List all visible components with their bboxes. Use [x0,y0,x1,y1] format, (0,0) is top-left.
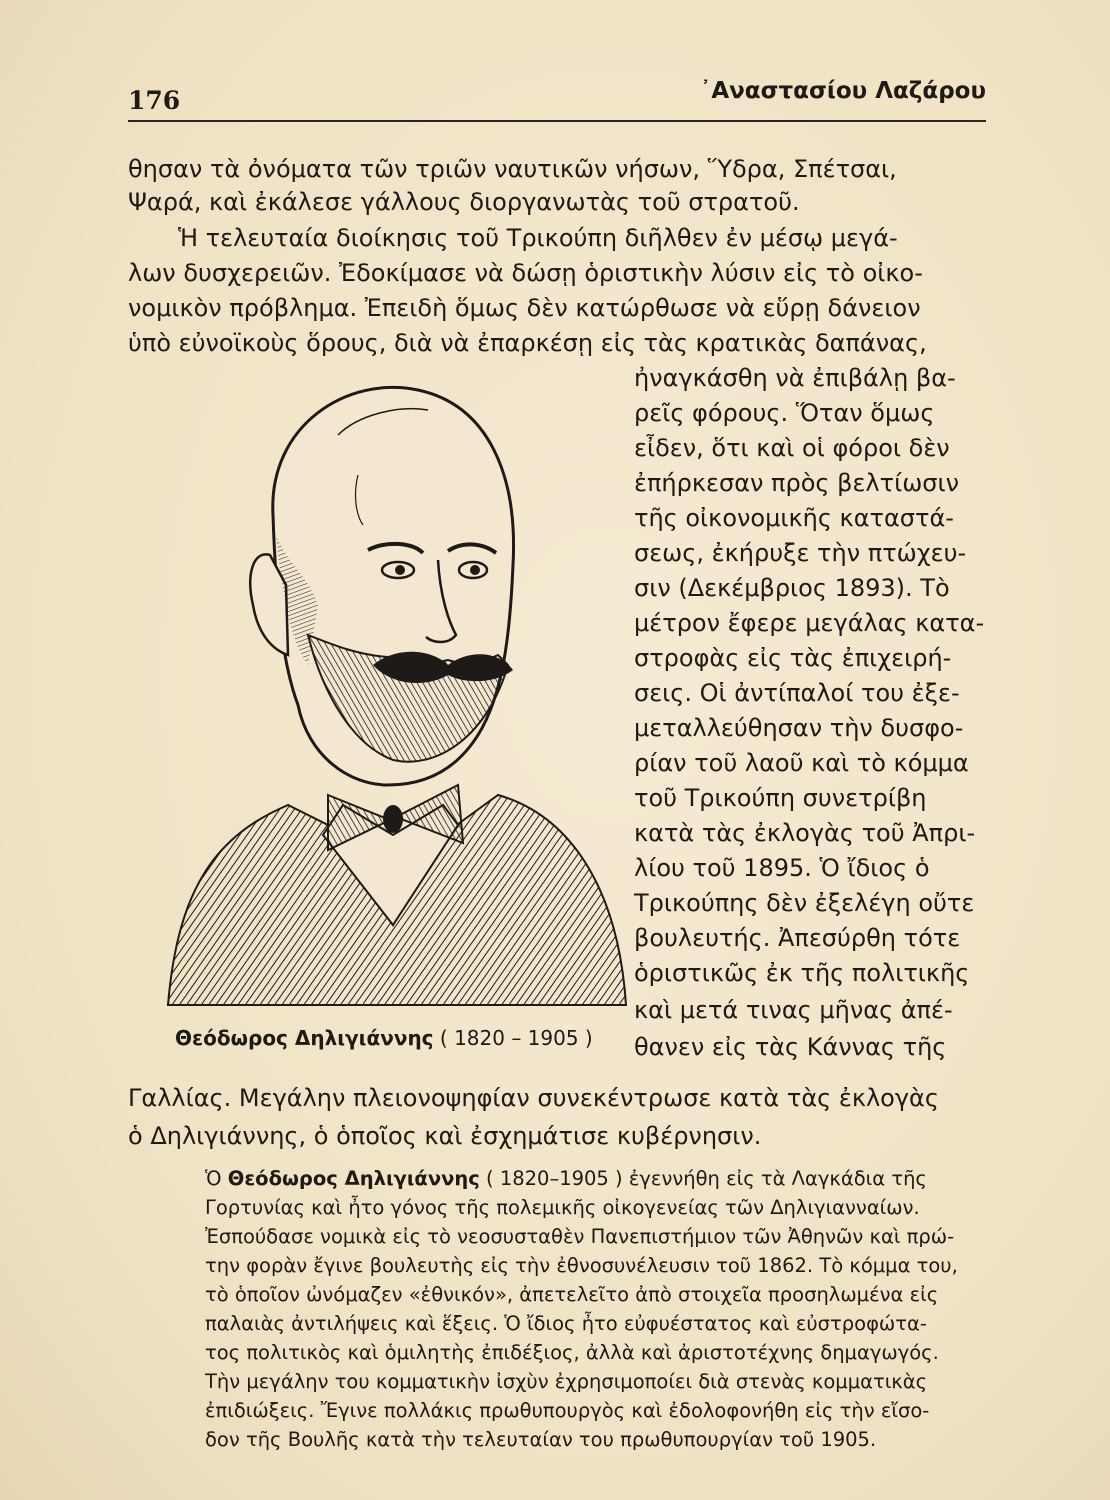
text-line: ἐπήρκεσαν πρὸς βελτίωσιν [634,469,960,497]
text-line: θανεν εἰς τὰς Κάννας τῆς [634,1033,947,1061]
text-line: ἠναγκάσθη νὰ ἐπιβάλῃ βα- [634,364,956,392]
text-line: μέτρον ἔφερε μεγάλας κατα- [634,609,985,637]
caption-dates: ( 1820 – 1905 ) [439,1026,593,1050]
note-line: τος πολιτικὸς καὶ ὁμιλητὴς ἐπιδέξιος, ἀλλὰ καὶ ἀριστοτέχνης δημαγωγός. [205,1341,939,1364]
text-line: Τρικούπης δὲν ἐξελέγη οὔτε [634,889,975,917]
text-line: ὁ Δηλιγιάννης, ὁ ὁποῖος καὶ ἐσχημάτισε κυβέρνησιν. [128,1122,762,1150]
text-line: Γαλλίας. Μεγάλην πλειονοψηφίαν συνεκέντρωσε κατὰ τὰς ἐκλογὰς [128,1084,939,1112]
text-line: κατὰ τὰς ἐκλογὰς τοῦ Ἀπρι- [634,819,976,847]
text-line: σεις. Οἱ ἀντίπαλοί του ἐξε- [634,679,960,707]
text-line: στροφὰς εἰς τὰς ἐπιχειρή- [634,644,952,672]
running-head: ᾿Αναστασίου Λαζάρου [699,78,986,104]
note-line [205,1166,927,1192]
note-line: Ἐσπούδασε νομικὰ εἰς τὸ νεοσυσταθὲν Πανεπιστήμιον τῶν Ἀθηνῶν καὶ πρώ- [205,1225,955,1248]
text-line: ὑπὸ εὐνοϊκοὺς ὅρους, διὰ νὰ ἐπαρκέσῃ εἰς τὰς κρατικὰς δαπάνας, [128,329,927,357]
text-line: ρίαν τοῦ λαοῦ καὶ τὸ κόμμα [634,749,969,777]
note-name: Θεόδωρος Δηλιγιάννης [227,1167,480,1190]
text-line: Ἡ τελευταία διοίκησις τοῦ Τρικούπη διῆλθεν ἐν μέσῳ μεγά- [178,224,898,252]
text-line: Ψαρά, καὶ ἐκάλεσε γάλλους διοργανωτὰς τοῦ στρατοῦ. [128,188,800,216]
note-first-rest: ( 1820–1905 ) ἐγεννήθη εἰς τὰ Λαγκάδια τῆς [479,1167,927,1190]
note-line: ἐπιδιώξεις. Ἔγινε πολλάκις πρωθυπουργὸς καὶ ἐδολοφονήθη εἰς τὴν εἴσο- [205,1399,930,1422]
page-number: 176 [128,86,181,115]
portrait-engraving [158,365,628,1025]
text-line: τῆς οἰκονομικῆς καταστά- [634,504,954,532]
page-header [128,72,986,122]
note-line: παλαιὰς ἀντιλήψεις καὶ ἕξεις. Ὁ ἴδιος ἦτο εὐφυέστατος καὶ εὐστροφώτα- [205,1312,927,1335]
text-line: σιν (Δεκέμβριος 1893). Τὸ [634,574,950,602]
text-line: εἶδεν, ὅτι καὶ οἱ φόροι δὲν [634,434,950,462]
text-line: λίου τοῦ 1895. Ὁ ἴδιος ὁ [634,854,930,882]
text-line: μεταλλεύθησαν τὴν δυσφο- [634,714,964,742]
portrait-caption [175,1026,593,1050]
note-lead: Ὁ [205,1167,228,1190]
note-line: Γορτυνίας καὶ ἦτο γόνος τῆς πολεμικῆς οἰκογενείας τῶν Δηλιγιανναίων. [205,1196,920,1219]
note-line: την φορὰν ἔγινε βουλευτὴς εἰς τὴν ἐθνοσυνέλευσιν τοῦ 1862. Τὸ κόμμα του, [205,1254,958,1277]
text-line: τοῦ Τρικούπη συνετρίβη [634,784,927,812]
text-line: θησαν τὰ ὀνόματα τῶν τριῶν ναυτικῶν νήσων, Ὕδρα, Σπέτσαι, [128,155,897,183]
caption-name: Θεόδωρος Δηλιγιάννης [175,1026,434,1050]
text-line: σεως, ἐκήρυξε τὴν πτώχευ- [634,539,967,567]
text-line: λων δυσχερειῶν. Ἐδοκίμασε νὰ δώσῃ ὁριστικὴν λύσιν εἰς τὸ οἰκο- [128,259,923,287]
text-line: βουλευτής. Ἀπεσύρθη τότε [634,924,961,952]
text-line: καὶ μετά τινας μῆνας ἀπέ- [634,996,953,1024]
note-line: Τὴν μεγάλην του κομματικὴν ἰσχὺν ἐχρησιμοποίει διὰ στενὰς κομματικὰς [205,1370,928,1393]
note-line: τὸ ὁποῖον ὠνόμαζεν «ἐθνικόν», ἀπετελεῖτο ἀπὸ στοιχεῖα προσηλωμένα εἰς [205,1283,939,1306]
text-line: ὁριστικῶς ἐκ τῆς πολιτικῆς [634,959,970,987]
text-line: ρεῖς φόρους. Ὅταν ὅμως [634,399,935,427]
note-line: δον τῆς Βουλῆς κατὰ τὴν τελευταίαν του πρωθυπουργίαν τοῦ 1905. [205,1428,877,1451]
text-line: νομικὸν πρόβλημα. Ἐπειδὴ ὅμως δὲν κατώρθωσε νὰ εὕρῃ δάνειον [128,294,921,322]
